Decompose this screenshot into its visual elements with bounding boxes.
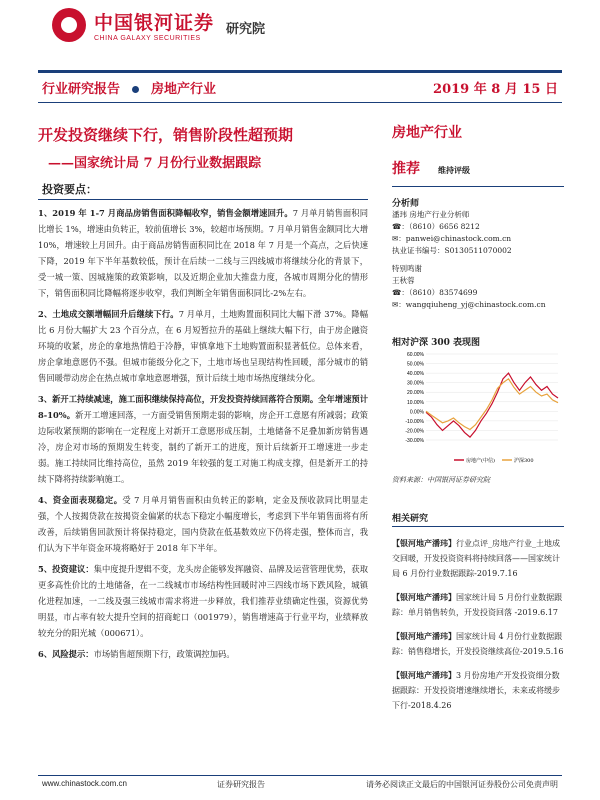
chart-source: 资料来源：中国银河证券研究院 (392, 476, 490, 484)
research-tag: 【银河地产潘玮】 (392, 631, 456, 641)
rating-sub: 维持评级 (438, 165, 470, 175)
legend-label: 沪深300 (514, 458, 534, 464)
key-point-text: 7 月单月，土地购置面积同比大幅下滑 37%。降幅比 6 月份大幅扩大 23 个百分点，在 6 月短暂拉升的基础上继续大幅下行，由于房企融资环境的收紧，房企的拿地热情趋于冷静，审慎拿地下土地购置面积显著低位。总体来看，房企拿地意愿仍不强。但城市能级分化之下，土地市场也呈现结构性回暖，部分城市的销售回暖带动房企在热点城市拿地意愿增强，预计后续土地市场热度继续分化。 (38, 309, 368, 383)
key-point (38, 492, 368, 556)
key-point (38, 306, 368, 386)
key-point-text: 7 月单月销售面积同比增长 1%，增速由负转正，较前值增长 3%，较超市场预期。7 月单月销售金额同比大增 10%，增速较上月回升。由于商品房销售面积同比在 2018 年 7 月是一个高点，之后快速下降，2019 年下半年基数较低，预计在后续一二线与三四线城市将继续分化的背景下，受一城一策、因城施策的政策影响，以及近期企业加大推盘力度，各城市周期分化的情形下，销售面积同比降幅将逐步收窄，我们判断全年销售面积同比-2%左右。 (38, 208, 368, 298)
key-point (38, 205, 368, 301)
report-header (42, 78, 558, 98)
analyst2-phone: ☎：（8610）83574699 (392, 288, 478, 297)
research-tag: 【银河地产潘玮】 (392, 670, 456, 680)
analyst1-cert: 执业证书编号：S0130511070002 (392, 246, 512, 255)
key-point (38, 646, 368, 662)
key-points-rule (38, 199, 368, 200)
relative-performance-chart (392, 335, 564, 480)
research-item[interactable] (392, 629, 564, 659)
key-point-text: 市场销售超预期下行，政策调控加码。 (93, 649, 235, 659)
chart-svg (392, 348, 564, 476)
analyst2-name: 王秋蓉 (392, 276, 415, 285)
research-item[interactable] (392, 536, 564, 581)
chart-y-tick: 30.00% (407, 380, 424, 387)
rating: 推荐 (392, 161, 420, 177)
assistant-label: 特别鸣谢 (392, 264, 422, 273)
chart-y-tick: 0.00% (409, 409, 424, 416)
report-subtitle: ——国家统计局 7 月份行业数据跟踪 (48, 156, 262, 171)
research-tag: 【银河地产潘玮】 (392, 538, 456, 548)
key-point-text: 集中度提升逻辑不变，龙头房企能够发挥融资、品牌及运营管理优势，获取更多高性价比的土地储备，在一二线城市市场结构性回暖时冲三四线市场下跌风险，城镇化进程加速，一二线及强三线城市需求将进一步释放，我们推荐业绩确定性强，资源优势明显，市占率有较大提升空间的招商蛇口（001979），销售增速高于行业平均，业绩释放较充分的阳光城（000671）。 (38, 564, 368, 638)
chart-y-tick: -30.00% (405, 438, 424, 444)
analyst1-name: 潘玮 房地产行业分析师 (392, 210, 470, 219)
report-date: 2019 年 8 月 15 日 (433, 82, 558, 97)
chart-title: 相对沪深 300 表现图 (392, 338, 481, 348)
report-type: 行业研究报告 (42, 82, 121, 97)
sidebar-rule (392, 186, 564, 187)
research-item[interactable] (392, 668, 564, 713)
key-point-highlight: 3、新开工持续减速，施工面积继续保持高位，开发投资持续回落符合预期。全年增速预计 8-10%。 (38, 394, 368, 420)
footer-rule (38, 775, 562, 776)
key-point-text: 新开工增速回落，一方面受销售预期走弱的影响，房企开工意愿有所减弱；政策边际收紧预期的影响在一定程度上对新开工意愿形成压制，土地储备不足叠加新房销售遇冷，房企对市场的预期发生转变，制约了新开工的进度，预计后续新开工增速进一步走弱。施工持续同比维持高位，虽然 2019 年较强的复工对施工构成支撑，但是新开工的持续下降将持续影响施工。 (38, 410, 368, 484)
analyst-heading: 分析师 (392, 199, 420, 209)
research-text: 3 月份房地产开发投资细分数据跟踪：开发投资增速继续增长，未来或将缓步下行-2018.4.26 (392, 671, 560, 710)
header-top-rule (38, 70, 562, 73)
chart-y-tick: 60.00% (407, 352, 424, 358)
header-bottom-rule (38, 102, 562, 103)
analyst2-email[interactable]: ✉：wangqiuheng_yj@chinastock.com.cn (392, 300, 546, 309)
chart-y-tick: 10.00% (407, 399, 424, 406)
research-text: 国家统计局 4 月份行业数据跟踪：销售稳增长，开发投资继续高位-2019.5.16 (392, 632, 564, 656)
chart-y-tick: 20.00% (407, 390, 424, 397)
research-list (392, 536, 564, 713)
sidebar (392, 122, 564, 311)
brand-logo (52, 8, 265, 42)
key-point-highlight: 1、2019 年 1-7 月商品房销售面积降幅收窄，销售金额增速回升。 (38, 208, 293, 218)
research-tag: 【银河地产潘玮】 (392, 592, 456, 602)
key-point-highlight: 6、风险提示： (38, 649, 94, 659)
analyst1-email[interactable]: ✉：panwei@chinastock.com.cn (392, 234, 512, 243)
brand-name-cn: 中国银河证券 (94, 12, 215, 34)
main-column (38, 125, 368, 662)
key-point (38, 391, 368, 487)
chart-y-tick: 50.00% (407, 361, 424, 368)
galaxy-logo-icon (52, 8, 86, 42)
footer-disclaimer: 请务必阅读正文最后的中国银河证券股份公司免责声明 (366, 780, 558, 789)
research-heading: 相关研究 (392, 514, 429, 524)
analyst1-phone: ☎：（8610）6656 8212 (392, 222, 480, 231)
bullet-icon (132, 86, 139, 93)
research-rule (392, 526, 564, 527)
related-research (392, 511, 564, 713)
sector-title: 房地产行业 (392, 125, 462, 141)
key-point-highlight: 4、资金面表现稳定。 (38, 495, 123, 505)
key-point-highlight: 2、土地成交额增幅回升后继续下行。 (38, 309, 179, 319)
report-sector: 房地产行业 (151, 82, 217, 97)
chart-y-tick: -10.00% (405, 418, 424, 425)
chart-y-tick: -20.00% (405, 428, 424, 435)
key-point-text: 受 7 月单月销售面积由负转正的影响，定金及预收款同比明显走强，个人按揭贷款在按揭资金偏紧的状态下稳定小幅度增长，考虑到下半年销售面将有所改善，后续销售回款预计将保持稳定，国内贷款在低基数效应下仍将走强，整体而言，我们认为下半年资金环境将略好于 2018 年下半年。 (38, 495, 368, 553)
research-text: 国家统计局 5 月份行业数据跟踪：单月销售转负，开发投资回落 -2019.6.17 (392, 593, 563, 617)
brand-name-en: CHINA GALAXY SECURITIES (94, 35, 201, 42)
legend-label: 房地产(中信) (466, 458, 495, 464)
key-point-highlight: 5、投资建议： (38, 564, 94, 574)
footer-url[interactable]: www.chinastock.com.cn (42, 779, 127, 788)
key-points-list (38, 205, 368, 662)
research-text: 行业点评_房地产行业_土地成交回暖，开发投资资料将持续回落——国家统计局 6 月份行业数据跟踪-2019.7.16 (392, 539, 560, 578)
key-points-heading: 投资要点： (42, 183, 97, 196)
report-title: 开发投资继续下行，销售阶段性超预期 (38, 126, 294, 144)
chart-y-tick: 40.00% (407, 371, 424, 378)
research-item[interactable] (392, 590, 564, 620)
footer-label: 证券研究报告 (217, 780, 265, 789)
key-point (38, 561, 368, 641)
brand-sub: 研究院 (226, 21, 266, 37)
